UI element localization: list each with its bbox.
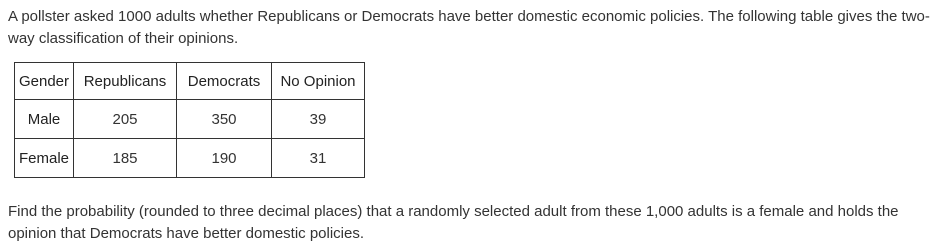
table-row xyxy=(15,100,365,139)
cell-republicans: 185 xyxy=(74,139,177,178)
table-row xyxy=(15,139,365,178)
header-democrats: Democrats xyxy=(177,63,272,100)
header-gender: Gender xyxy=(15,63,74,100)
header-republicans: Republicans xyxy=(74,63,177,100)
question-paragraph: Find the probability (rounded to three decimal places) that a randomly selected adult from these 1,000 adults is a female and holds the opinion that Democrats have better domestic policies. xyxy=(8,203,899,242)
cell-no-opinion: 31 xyxy=(272,139,365,178)
cell-no-opinion: 39 xyxy=(272,100,365,139)
cell-democrats: 190 xyxy=(177,139,272,178)
cell-democrats: 350 xyxy=(177,100,272,139)
table-header-row xyxy=(15,63,365,100)
cell-republicans: 205 xyxy=(74,100,177,139)
cell-gender: Male xyxy=(15,100,74,139)
intro-paragraph: A pollster asked 1000 adults whether Republicans or Democrats have better domestic economic policies. The following table gives the two-way classification of their opinions. xyxy=(8,8,930,47)
cell-gender: Female xyxy=(15,139,74,178)
header-no-opinion: No Opinion xyxy=(272,63,365,100)
opinion-table xyxy=(14,62,365,178)
